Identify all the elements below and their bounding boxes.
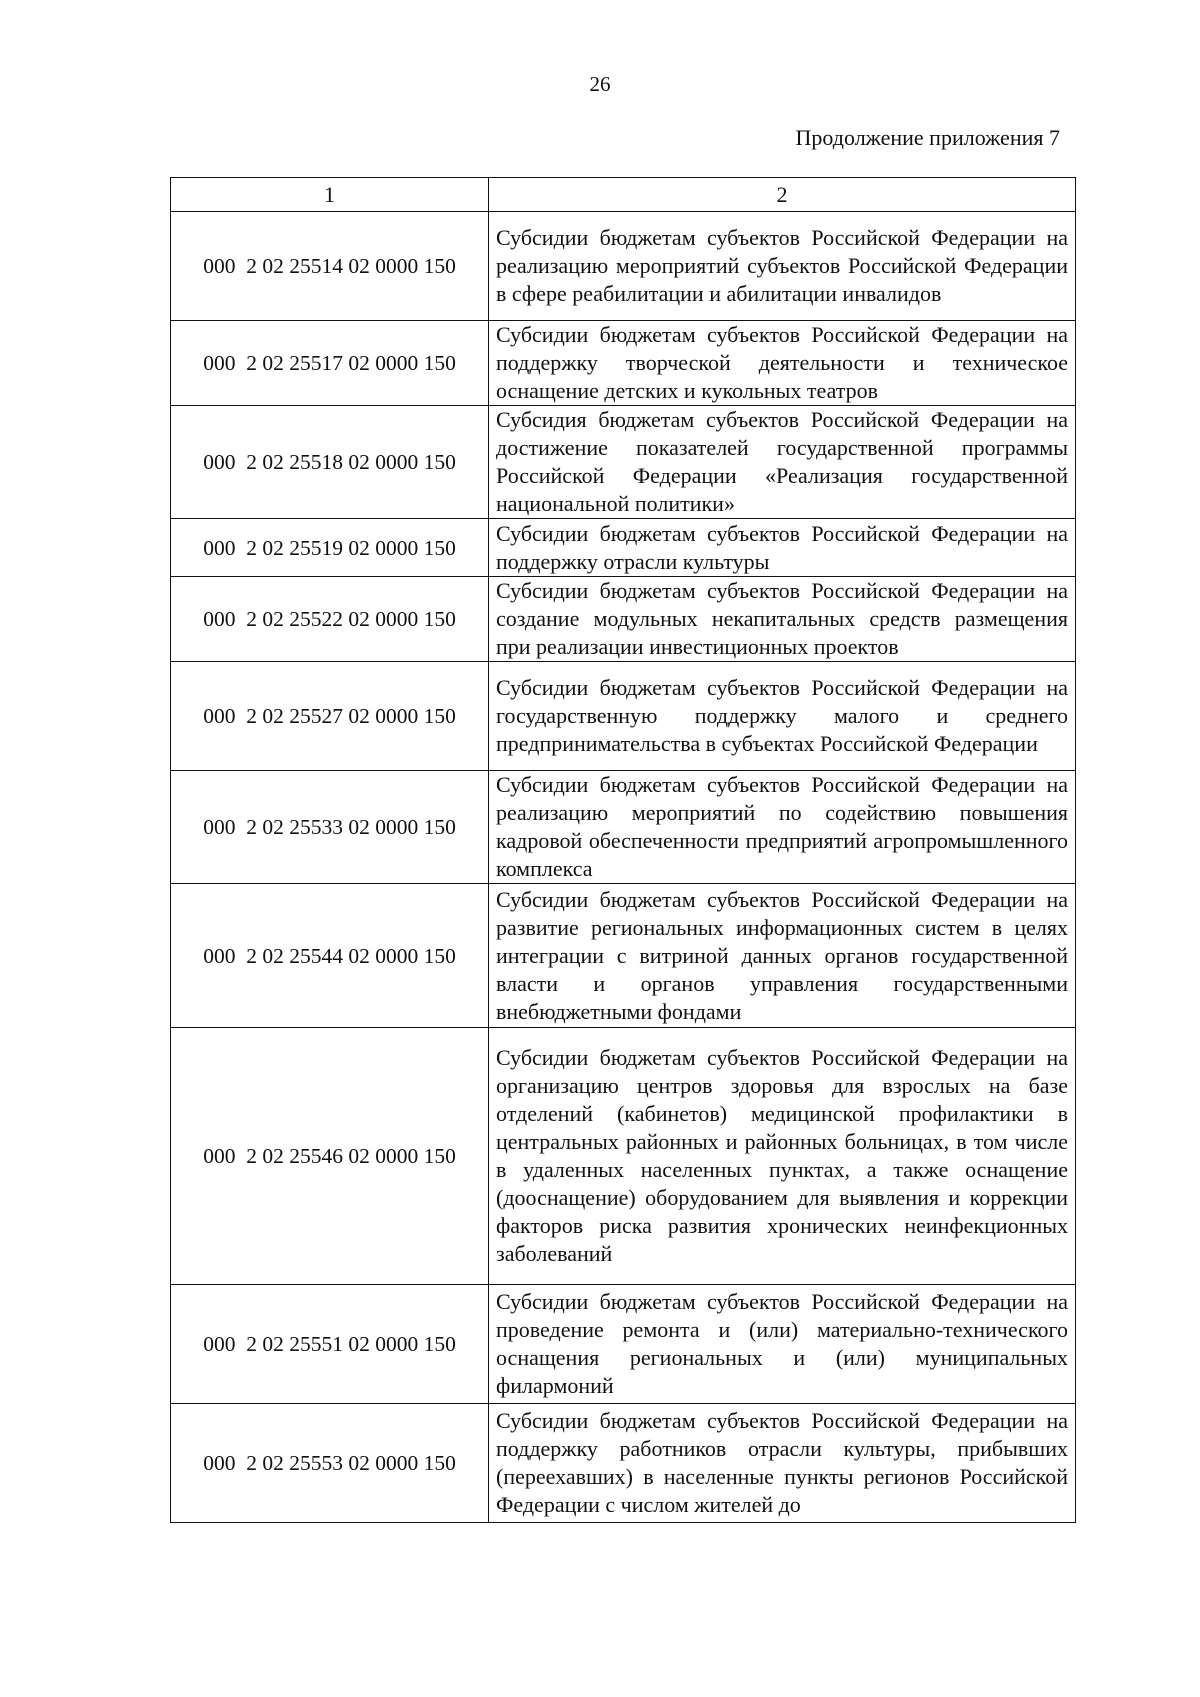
table-row bbox=[171, 577, 1076, 662]
description-cell: Субсидии бюджетам субъектов Российской Федерации на проведение ремонта и (или) материально-технического оснащения региональных и (или) муниципальных филармоний bbox=[489, 1285, 1076, 1404]
description-cell: Субсидии бюджетам субъектов Российской Федерации на поддержку отрасли культуры bbox=[489, 519, 1076, 577]
budget-code-cell: 000 2 02 25551 02 0000 150 bbox=[171, 1285, 489, 1404]
budget-code-cell: 000 2 02 25546 02 0000 150 bbox=[171, 1028, 489, 1285]
budget-code-cell: 000 2 02 25544 02 0000 150 bbox=[171, 884, 489, 1028]
table-header-row bbox=[171, 178, 1076, 212]
description-cell: Субсидии бюджетам субъектов Российской Федерации на реализацию мероприятий субъектов Российской Федерации в сфере реабилитации и абилитации инвалидов bbox=[489, 212, 1076, 321]
budget-code-cell: 000 2 02 25517 02 0000 150 bbox=[171, 321, 489, 406]
continuation-label: Продолжение приложения 7 bbox=[795, 125, 1060, 150]
table-row bbox=[171, 884, 1076, 1028]
description-cell: Субсидии бюджетам субъектов Российской Федерации на развитие региональных информационных систем в целях интеграции с витриной данных органов государственной власти и органов управления государственными внебюджетными фондами bbox=[489, 884, 1076, 1028]
column-header-description: 2 bbox=[489, 178, 1076, 212]
subsidy-table bbox=[170, 177, 1076, 1523]
description-cell: Субсидия бюджетам субъектов Российской Федерации на достижение показателей государственной программы Российской Федерации «Реализация государственной национальной политики» bbox=[489, 406, 1076, 519]
budget-code-cell: 000 2 02 25533 02 0000 150 bbox=[171, 771, 489, 884]
description-cell: Субсидии бюджетам субъектов Российской Федерации на реализацию мероприятий по содействию повышения кадровой обеспеченности предприятий агропромышленного комплекса bbox=[489, 771, 1076, 884]
budget-code-cell: 000 2 02 25519 02 0000 150 bbox=[171, 519, 489, 577]
table-row bbox=[171, 1028, 1076, 1285]
description-cell: Субсидии бюджетам субъектов Российской Федерации на создание модульных некапитальных средств размещения при реализации инвестиционных проектов bbox=[489, 577, 1076, 662]
budget-code-cell: 000 2 02 25527 02 0000 150 bbox=[171, 662, 489, 771]
table-row bbox=[171, 662, 1076, 771]
description-cell: Субсидии бюджетам субъектов Российской Федерации на государственную поддержку малого и среднего предпринимательства в субъектах Российской Федерации bbox=[489, 662, 1076, 771]
table-row bbox=[171, 212, 1076, 321]
table-row bbox=[171, 406, 1076, 519]
table-row bbox=[171, 1285, 1076, 1404]
description-cell: Субсидии бюджетам субъектов Российской Федерации на поддержку работников отрасли культуры, прибывших (переехавших) в населенные пункты регионов Российской Федерации с числом жителей до bbox=[489, 1404, 1076, 1523]
table-row bbox=[171, 1404, 1076, 1523]
table-row bbox=[171, 519, 1076, 577]
budget-code-cell: 000 2 02 25553 02 0000 150 bbox=[171, 1404, 489, 1523]
budget-code-cell: 000 2 02 25514 02 0000 150 bbox=[171, 212, 489, 321]
budget-code-cell: 000 2 02 25522 02 0000 150 bbox=[171, 577, 489, 662]
table-row bbox=[171, 321, 1076, 406]
description-cell: Субсидии бюджетам субъектов Российской Федерации на поддержку творческой деятельности и техническое оснащение детских и кукольных театров bbox=[489, 321, 1076, 406]
table-row bbox=[171, 771, 1076, 884]
page-number: 26 bbox=[589, 72, 611, 96]
column-header-code: 1 bbox=[171, 178, 489, 212]
description-cell: Субсидии бюджетам субъектов Российской Федерации на организацию центров здоровья для взрослых на базе отделений (кабинетов) медицинской профилактики в центральных районных и районных больницах, в том числе в удаленных населенных пунктах, а также оснащение (дооснащение) оборудованием для выявления и коррекции факторов риска развития хронических неинфекционных заболеваний bbox=[489, 1028, 1076, 1285]
budget-code-cell: 000 2 02 25518 02 0000 150 bbox=[171, 406, 489, 519]
